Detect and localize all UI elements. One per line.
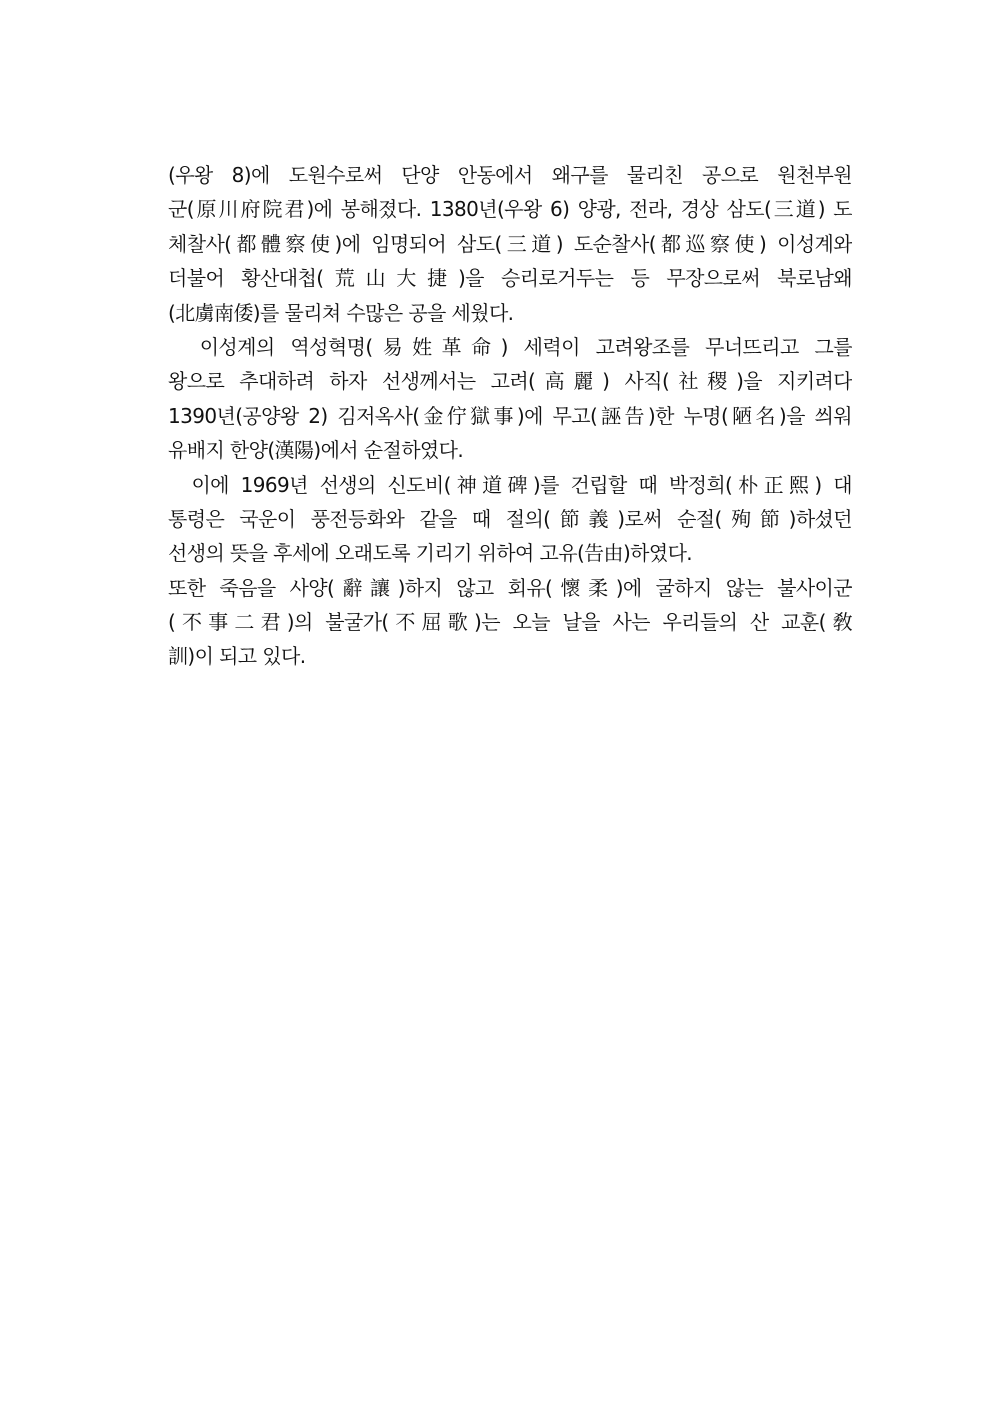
text-line: 체찰사(都體察使)에 임명되어 삼도(三道) 도순찰사(都巡察使) 이성계와 — [168, 231, 852, 256]
text-line: 1390년(공양왕 2) 김저옥사(金佇獄事)에 무고(誣告)한 누명(陋名)을 씌워 — [168, 403, 852, 428]
text-line: 이에 1969년 선생의 신도비(神道碑)를 건립할 때 박정희(朴正熙) 대 — [168, 472, 852, 497]
text-line: 선생의 뜻을 후세에 오래도록 기리기 위하여 고유(告由)하였다. — [168, 541, 693, 566]
text-line: 또한 죽음을 사양(辭讓)하지 않고 회유(懷柔)에 굴하지 않는 불사이군 — [168, 575, 852, 600]
text-line: 더불어 황산대첩(荒山大捷)을 승리로거두는 등 무장으로써 북로남왜 — [168, 266, 852, 291]
text-line: 군(原川府院君)에 봉해졌다. 1380년(우왕 6) 양광, 전라, 경상 삼도(三道) 도 — [168, 197, 852, 222]
body-text — [168, 158, 852, 674]
text-line: (우왕 8)에 도원수로써 단양 안동에서 왜구를 물리친 공으로 원천부원 — [168, 163, 852, 187]
text-line: 왕으로 추대하려 하자 선생께서는 고려(高麗) 사직(社稷)을 지키려다 — [168, 369, 852, 394]
text-line: 이성계의 역성혁명(易姓革命) 세력이 고려왕조를 무너뜨리고 그를 — [168, 334, 852, 359]
text-line: 유배지 한양(漢陽)에서 순절하였다. — [168, 438, 464, 463]
text-line: (不事二君)의 불굴가(不屈歌)는 오늘 날을 사는 우리들의 산 교훈(敎 — [168, 610, 852, 635]
text-line: 訓)이 되고 있다. — [168, 644, 306, 669]
text-line: (北虜南倭)를 물리쳐 수많은 공을 세웠다. — [168, 300, 514, 325]
text-line: 통령은 국운이 풍전등화와 같을 때 절의(節義)로써 순절(殉節)하셨던 — [168, 506, 852, 531]
